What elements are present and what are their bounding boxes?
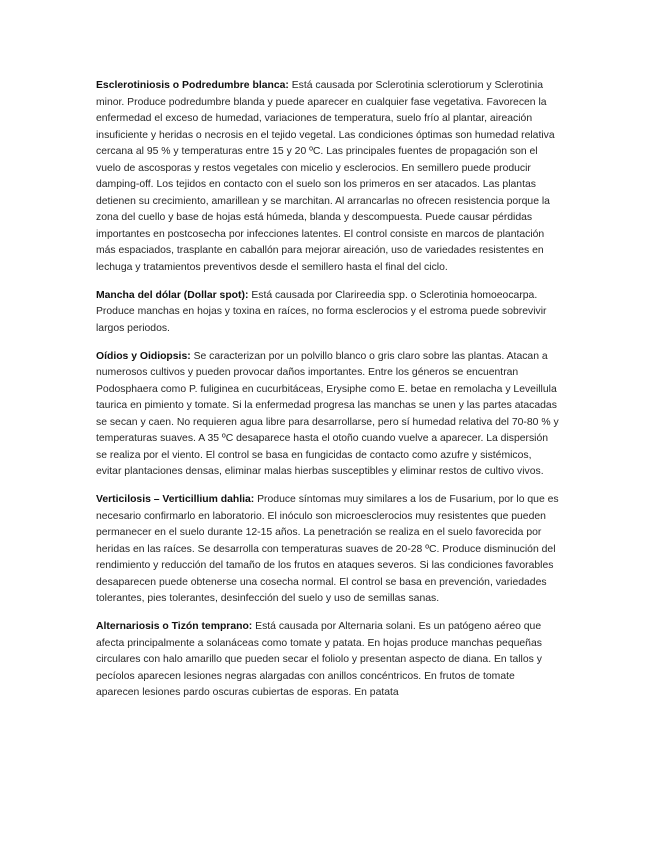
paragraph-text: Está causada por Alternaria solani. Es un patógeno aéreo que afecta principalmente a solanáceas como tomate y patata. En hojas produce manchas pequeñas circulares con halo amarillo que pueden secar el foliolo y presentan aspecto de diana. En tallos y pecíolos aparecen lesiones negras alargadas con anillos concéntricos. En frutos de tomate aparecen lesiones pardo oscuras cubiertas de esporas. En patata: [96, 621, 542, 698]
paragraph-term: Alternariosis o Tizón temprano:: [96, 621, 253, 632]
paragraph-text: Se caracterizan por un polvillo blanco o gris claro sobre las plantas. Atacan a numerosos cultivos y pueden provocar daños importantes. Entre los géneros se encuentran Podosphaera como P. fuliginea en cucurbitáceas, Erysiphe como E. betae en remolacha y Leveillula taurica en pimiento y tomate. Si la enfermedad progresa las manchas se unen y las partes atacadas se secan y caen. No requieren agua libre para desarrollarse, pero sí humedad relativa del 70-80 % y temperaturas suaves. A 35 ºC desaparece hasta el otoño cuando vuelve a aparecer. La dispersión se realiza por el viento. El control se basa en fungicidas de contacto como azufre y sistémicos, evitar plantaciones densas, eliminar malas hierbas susceptibles y eliminar restos de cultivo vivos.: [96, 350, 559, 477]
paragraph-alternariosis: [96, 619, 559, 702]
paragraph-verticilosis: [96, 492, 559, 608]
paragraph-term: Verticilosis – Verticillium dahlia:: [96, 494, 255, 505]
paragraph-esclerotiniosis: [96, 78, 559, 276]
paragraph-mancha-dolar: [96, 288, 559, 338]
paragraph-term: Oídios y Oidiopsis:: [96, 350, 191, 362]
paragraph-text: Está causada por Clarireedia spp. o Sclerotinia homoeocarpa. Produce manchas en hojas y toxina en raíces, no forma esclerocios y el estroma puede sobrevivir largos periodos.: [96, 289, 547, 334]
paragraph-text: Produce síntomas muy similares a los de Fusarium, por lo que es necesario confirmarlo en laboratorio. El inóculo son microesclerocios muy resistentes que pueden permanecer en el suelo durante 12-15 años. La penetración se realiza en el suelo favorecida por heridas en las raíces. Se desarrolla con temperaturas suaves de 20-28 ºC. Produce disminución del rendimiento y reducción del tamaño de los frutos en ataques severos. Si las condiciones favorables desaparecen puede obtenerse una cosecha normal. El control se basa en prevención, variedades tolerantes, pies tolerantes, desinfección del suelo y uso de semillas sanas.: [96, 494, 559, 604]
paragraph-term: Esclerotiniosis o Podredumbre blanca:: [96, 80, 289, 91]
paragraph-text: Está causada por Sclerotinia sclerotiorum y Sclerotinia minor. Produce podredumbre blanda y puede aparecer en cualquier fase vegetativa. Favorecen la enfermedad el exceso de humedad, variaciones de temperatura, suelo frío al plantar, aireación insuficiente y heridas o necrosis en el tejido vegetal. Las condiciones óptimas son humedad relativa cercana al 95 % y temperaturas entre 15 y 20 ºC. Las principales fuentes de propagación son el vuelo de ascosporas y restos vegetales con micelio y esclerocios. En semillero puede producir damping-off. Los tejidos en contacto con el suelo son los primeros en ser atacados. Las plantas detienen su crecimiento, amarillean y se marchitan. Al arrancarlas no ofrecen resistencia porque la zona del cuello y base de hojas está húmeda, blanda y descompuesta. Puede causar pérdidas importantes en postcosecha por infecciones latentes. El control consiste en marcos de plantación más espaciados, trasplante en caballón para mejorar aireación, uso de variedades resistentes en lechuga y tratamientos preventivos desde el semillero hasta el final del ciclo.: [96, 80, 555, 273]
document-body: [96, 78, 559, 713]
paragraph-oidios: [96, 349, 559, 481]
paragraph-term: Mancha del dólar (Dollar spot):: [96, 289, 249, 301]
